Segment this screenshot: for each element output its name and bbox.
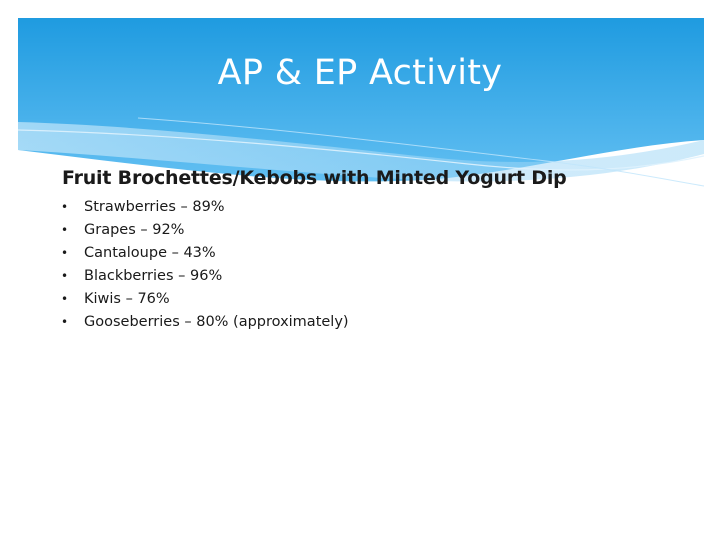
bullet-icon: • — [61, 315, 69, 329]
list-item-text: Strawberries – 89% — [84, 199, 225, 215]
bullet-icon: • — [61, 292, 69, 306]
bullet-icon: • — [61, 269, 69, 283]
bullet-icon: • — [61, 223, 69, 237]
bullet-icon: • — [61, 200, 69, 214]
recipe-heading: Fruit Brochettes/Kebobs with Minted Yogurt Dip — [62, 167, 567, 189]
list-item-text: Cantaloupe – 43% — [84, 245, 216, 261]
list-item-text: Grapes – 92% — [84, 222, 185, 238]
slide-title: AP & EP Activity — [217, 53, 503, 93]
list-item-text: Blackberries – 96% — [84, 268, 223, 284]
list-item-text: Kiwis – 76% — [84, 291, 170, 307]
bullet-icon: • — [61, 246, 69, 260]
list-item-text: Gooseberries – 80% (approximately) — [84, 314, 349, 330]
